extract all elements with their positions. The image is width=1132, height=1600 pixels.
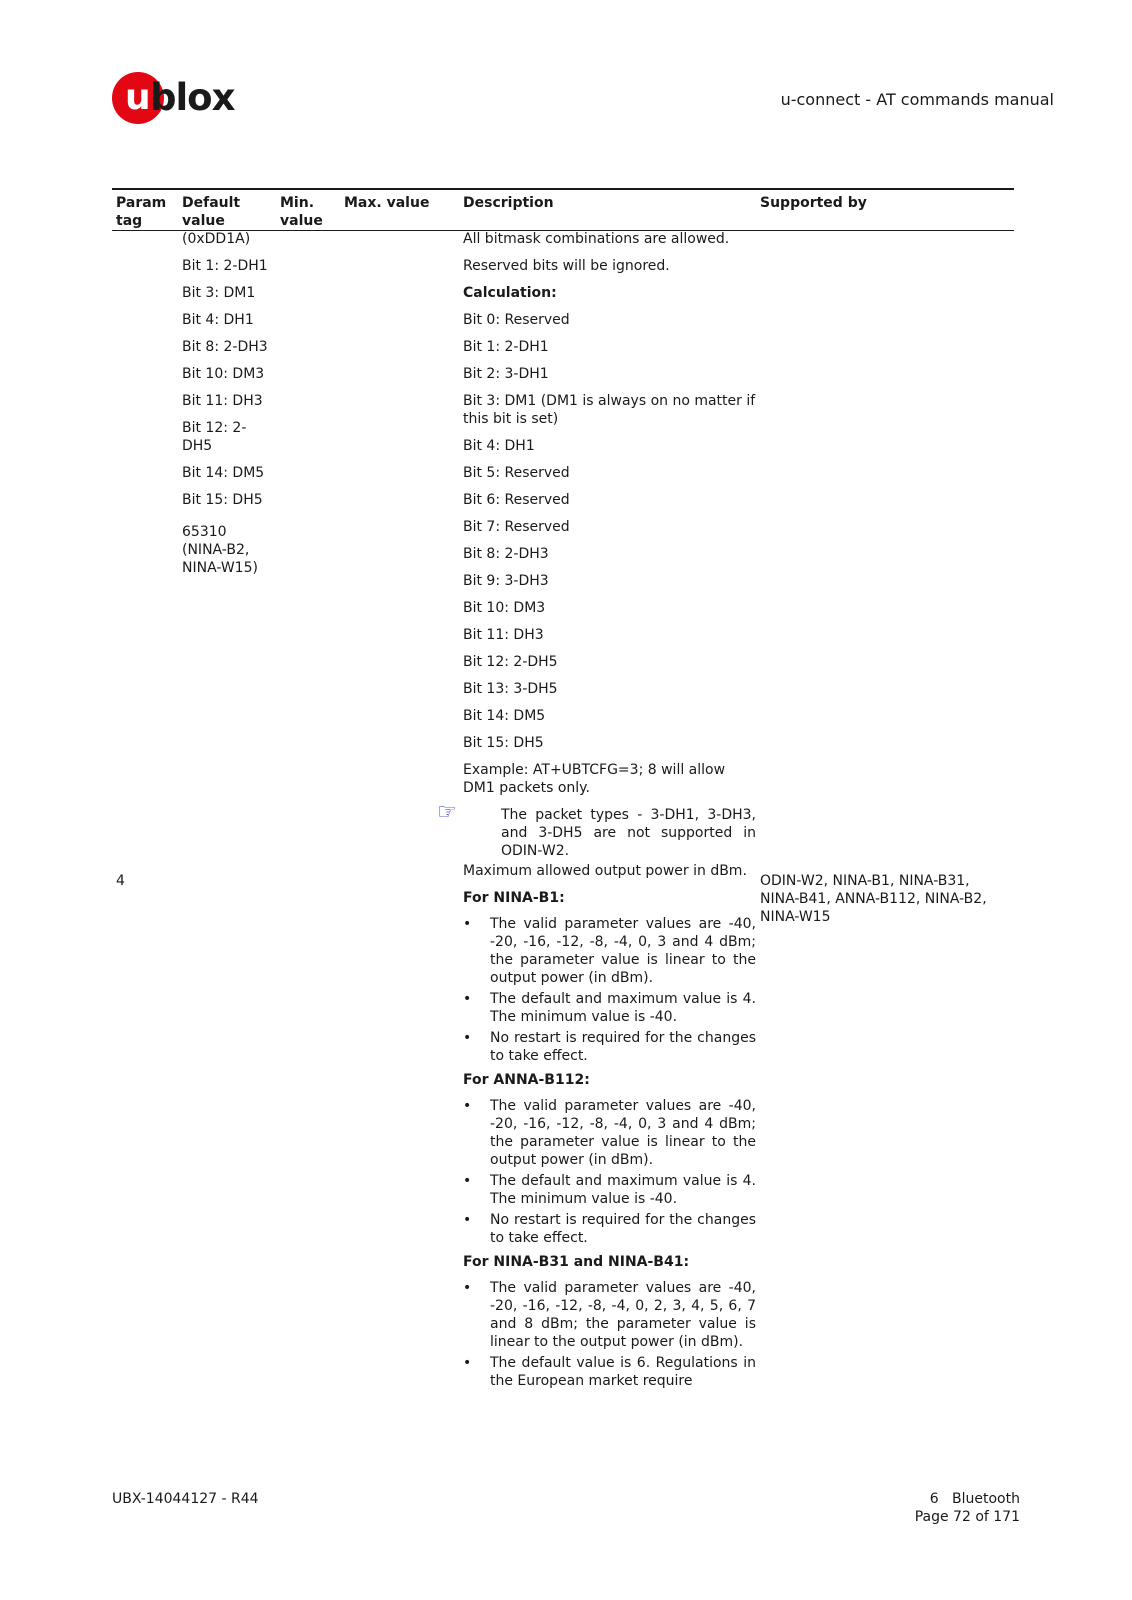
example-text: Example: AT+UBTCFG=3; 8 will allow DM1 packets only. — [463, 762, 726, 796]
calculation-bit: Bit 3: DM1 (DM1 is always on no matter if this bit is set) — [463, 393, 756, 427]
calculation-bit: Bit 7: Reserved — [463, 519, 570, 535]
calculation-bit: Bit 9: 3-DH3 — [463, 573, 549, 589]
list-item: • No restart is required for the changes to take effect. — [463, 1029, 756, 1065]
logo-u: u — [125, 77, 151, 118]
bullet-list — [463, 1097, 756, 1247]
default-value-item: Bit 15: DH5 — [182, 492, 263, 508]
header-default-value: Default value — [182, 195, 241, 229]
note-box — [437, 800, 756, 860]
logo-text: blox — [150, 76, 235, 119]
calculation-bit: Bit 2: 3-DH1 — [463, 366, 549, 382]
calculation-bit: Bit 8: 2-DH3 — [463, 546, 549, 562]
default-value-item: Bit 11: DH3 — [182, 393, 263, 409]
default-value-list — [182, 230, 274, 586]
default-value-item: Bit 12: 2-DH5 — [182, 420, 247, 454]
header-supported-by: Supported by — [760, 195, 867, 211]
calculation-bit: Bit 14: DM5 — [463, 708, 546, 724]
default-value-item: (0xDD1A) — [182, 231, 251, 247]
description-cell — [437, 230, 756, 1393]
default-value-item: Bit 3: DM1 — [182, 285, 256, 301]
footer-section: 6 Bluetooth — [929, 1491, 1020, 1507]
calculation-bit: Bit 12: 2-DH5 — [463, 654, 558, 670]
table-top-rule — [112, 188, 1014, 190]
calculation-bit: Bit 10: DM3 — [463, 600, 546, 616]
default-value-item: Bit 1: 2-DH1 — [182, 258, 268, 274]
list-item: • The default and maximum value is 4. The minimum value is -40. — [463, 1172, 756, 1208]
header-max-value: Max. value — [344, 195, 430, 211]
description-line: All bitmask combinations are allowed. — [463, 231, 730, 247]
default-value-item: Bit 8: 2-DH3 — [182, 339, 268, 355]
calculation-bit: Bit 0: Reserved — [463, 312, 570, 328]
description-line: Reserved bits will be ignored. — [463, 258, 670, 274]
section-title-nina-b1: For NINA-B1: — [463, 890, 565, 906]
footer-page: Page 72 of 171 — [914, 1509, 1020, 1525]
section-title-nina-b31-b41: For NINA-B31 and NINA-B41: — [463, 1254, 690, 1270]
section-title-anna-b112: For ANNA-B112: — [463, 1072, 590, 1088]
calculation-bit: Bit 15: DH5 — [463, 735, 544, 751]
list-item: • The valid parameter values are -40, -20, -16, -12, -8, -4, 0, 2, 3, 4, 5, 6, 7 and 8 dBm; the parameter value is linear to the output power (in dBm). — [463, 1279, 756, 1351]
header-description: Description — [463, 195, 554, 211]
note-text: The packet types - 3-DH1, 3-DH3, and 3-DH5 are not supported in ODIN-W2. — [501, 807, 756, 859]
row2-supported-by: ODIN-W2, NINA-B1, NINA-B31, NINA-B41, ANNA-B112, NINA-B2, NINA-W15 — [760, 873, 987, 925]
calculation-bit: Bit 13: 3-DH5 — [463, 681, 558, 697]
default-value-item: Bit 10: DM3 — [182, 366, 265, 382]
calculation-label: Calculation: — [463, 285, 557, 301]
list-item: • The valid parameter values are -40, -20, -16, -12, -8, -4, 0, 3 and 4 dBm; the parameter value is linear to the output power (in dBm). — [463, 915, 756, 987]
default-value-item: 65310 (NINA-B2, NINA-W15) — [182, 524, 258, 576]
calculation-bit: Bit 11: DH3 — [463, 627, 544, 643]
calculation-bit: Bit 4: DH1 — [463, 438, 535, 454]
calculation-bit: Bit 6: Reserved — [463, 492, 570, 508]
bullet-list — [463, 915, 756, 1065]
list-item: • No restart is required for the changes to take effect. — [463, 1211, 756, 1247]
ublox-logo — [112, 72, 262, 130]
header-param-tag: Param tag — [116, 195, 167, 229]
default-value-item: Bit 4: DH1 — [182, 312, 254, 328]
calculation-bit: Bit 5: Reserved — [463, 465, 570, 481]
list-item: • The default value is 6. Regulations in the European market require — [463, 1354, 756, 1390]
pointing-hand-icon: ☞ — [437, 800, 457, 825]
list-item: • The default and maximum value is 4. The minimum value is -40. — [463, 990, 756, 1026]
header-title: u-connect - AT commands manual — [780, 90, 1054, 109]
footer-right — [915, 1490, 1020, 1526]
default-value-item: Bit 14: DM5 — [182, 465, 265, 481]
row2-param-tag: 4 — [116, 873, 125, 889]
calculation-bit: Bit 1: 2-DH1 — [463, 339, 549, 355]
list-item: • The valid parameter values are -40, -20, -16, -12, -8, -4, 0, 3 and 4 dBm; the parameter value is linear to the output power (in dBm). — [463, 1097, 756, 1169]
row2-description: Maximum allowed output power in dBm. — [463, 863, 747, 879]
footer-doc-id: UBX-14044127 - R44 — [112, 1491, 259, 1507]
header-min-value: Min. value — [280, 195, 323, 229]
bullet-list — [463, 1279, 756, 1390]
